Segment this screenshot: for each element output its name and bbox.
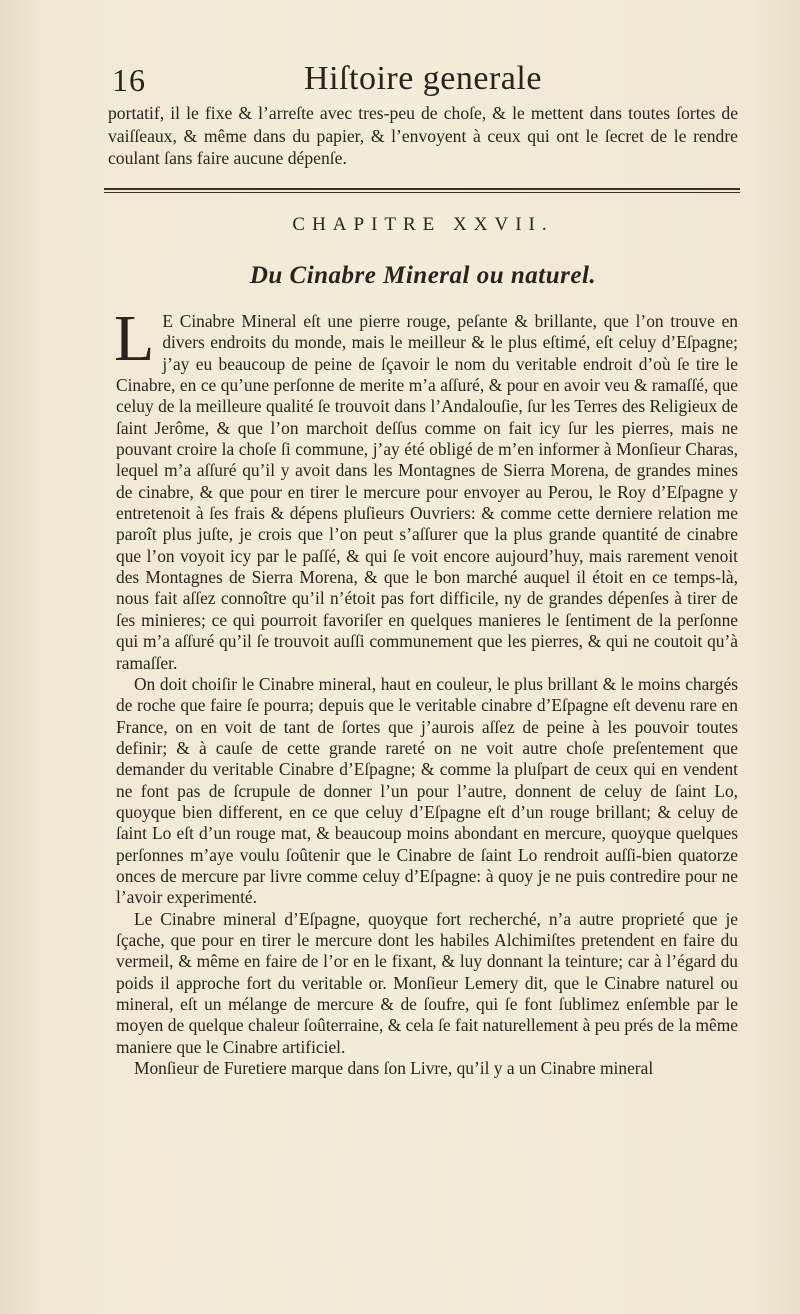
paragraph-text: E Cinabre Mineral eſt une pierre rouge, peſante & brillante, que l’on trouve en divers endroits du monde, mais le meilleur & le plus eſtimé, eſt celuy d’Eſpagne; j’ay eu beaucoup de peine de ſçavoir le nom du veritable endroit d’où ſe tire le Cinabre, en ce qu’une perſonne de merite m’a aſſuré, & pour en avoir veu & ramaſſé, que celuy de la meilleure qualité ſe trouvoit dans l’Andalouſie, ſur les Terres des Religieux de ſaint Jerôme, & que l’on marchoit deſſus comme on fait icy ſur les pierres, mais ne pouvant croire la choſe ſi commune, j’ay été obligé de m’en informer à Monſieur Charas, lequel m’a aſſuré qu’il y avoit dans les Montagnes de Sierra Morena, de grandes mines de cinabre, & que pour en tirer le mercure pour envoyer au Perou, le Roy d’Eſpagne y entretenoit à ſes frais & dépens pluſieurs Ouvriers: & comme cette derniere relation me paroît plus juſte, je crois que l’on peut s’aſſurer que la plus grande quantité de cinabre que l’on voyoit icy par le paſſé, & qui ſe voit encore aujourd’huy, mais rarement venoit des Montagnes de Sierra Morena, & que le bon marché auquel il étoit en ce temps-là, nous fait aſſez connoître qu’il n’étoit pas fort difficile, ny de grandes dépenſes à tirer de ſes minieres; ce qui pourroit favoriſer en quelques manieres le ſentiment de la perſonne qui m’a aſſuré qu’il ſe trouvoit auſſi communement que les pierres, & qui ne coutoit qu’à ramaſſer. (116, 311, 738, 673)
paragraph: portatif, il le fixe & l’arreſte avec tres-peu de choſe, & le mettent dans toutes ſortes de vaiſſeaux, & même dans du papier, & l’envoyent à ceux qui ont le ſecret de le rendre coulant ſans faire aucune dépenſe. (108, 103, 738, 168)
paragraph: On doit choiſir le Cinabre mineral, haut en couleur, le plus brillant & le moins chargés de roche que faire ſe pourra; depuis que le veritable cinabre d’Eſpagne eſt devenu rare en France, on en voit de tant de ſortes que j’aurois aſſez de peine à les pouvoir toutes definir; & à cauſe de cette grande rareté on ne voit autre choſe preſentement que demander du veritable Cinabre d’Eſpagne; & comme la pluſpart de ceux qui en vendent ne font pas de ſcrupule de donner l’un pour l’autre, donnent de celuy de ſaint Lo, quoyque bien different, en ce que celuy d’Eſpagne eſt d’un rouge brillant; & celuy de ſaint Lo eſt d’un rouge mat, & beaucoup moins abondant en mercure, quoyque quelques perſonnes m’aye voulu ſoûtenir que le Cinabre de ſaint Lo rendroit auſſi-bien quatorze onces de mercure par livre comme celuy d’Eſpagne: à quoy je ne puis contredire pour ne l’avoir experimenté. (116, 673, 738, 908)
continued-paragraph (108, 102, 738, 170)
paragraph (114, 302, 738, 674)
drop-cap: L (114, 302, 155, 375)
paragraph: Le Cinabre mineral d’Eſpagne, quoyque fort recherché, n’a autre proprieté que je ſçache, que pour en tirer le mercure dont les habiles Alchimiſtes pretendent en faire du vermeil, & même en faire de l’or en le fixant, & luy donnant la teinture; car à l’égard du poids il approche fort du veritable or. Monſieur Lemery dit, que le Cinabre naturel ou mineral, eſt un mélange de mercure & de ſoufre, qui ſe font ſublimez enſemble par le moyen de quelque chaleur ſoûterraine, & cela ſe fait naturellement à peu prés de la même maniere que le Cinabre artificiel. (116, 908, 738, 1057)
chapter-body (114, 302, 738, 1079)
paragraph: Monſieur de Furetiere marque dans ſon Livre, qu’il y a un Cinabre mineral (134, 1058, 654, 1079)
chapter-title: Du Cinabre Mineral ou naturel. (249, 262, 597, 289)
chapter-divider-rule (104, 188, 740, 190)
chapter-divider-rule-thin (104, 192, 740, 193)
page-number: 16 (112, 62, 146, 98)
running-head: Hiſtoire generale (304, 60, 542, 97)
page-header (108, 60, 738, 100)
chapter-heading: CHAPITRE XXVII. (292, 214, 554, 235)
